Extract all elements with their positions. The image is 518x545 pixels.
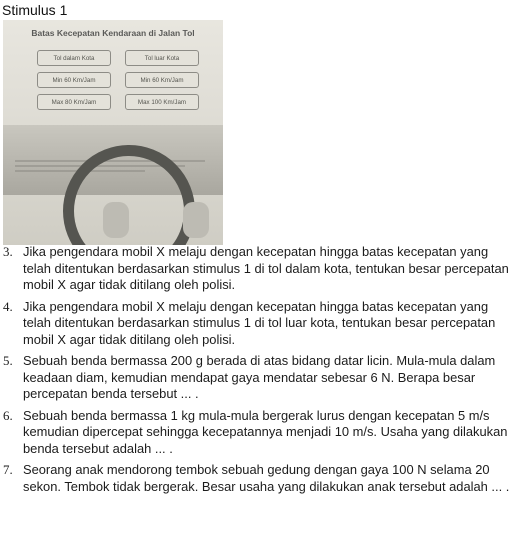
question-4 (0, 299, 518, 349)
question-number: 3. (3, 245, 13, 259)
question-text: Seorang anak mendorong tembok sebuah gedung dengan gaya 100 N selama 20 sekon. Tembok tidak bergerak. Besar usaha yang dilakukan anak tersebut adalah ... . (23, 462, 510, 494)
sign-row (37, 94, 199, 110)
right-hand-illustration (183, 202, 209, 238)
sign-row (37, 50, 199, 66)
question-text: Sebuah benda bermassa 200 g berada di atas bidang datar licin. Mula-mula dalam keadaan diam, kemudian mendapat gaya mendatar sebesar 6 N. Berapa besar percepatan benda tersebut ... . (23, 353, 496, 401)
question-number: 4. (3, 299, 13, 314)
question-5 (0, 353, 518, 403)
sign-row (37, 72, 199, 88)
left-hand-illustration (103, 202, 129, 238)
question-7 (0, 462, 518, 495)
question-number: 6. (3, 408, 13, 423)
stimulus-image (3, 20, 223, 245)
sign-min-outer: Min 60 Km/Jam (125, 72, 199, 88)
sign-max-inner: Max 80 Km/Jam (37, 94, 111, 110)
question-text: Jika pengendara mobil X melaju dengan kecepatan hingga batas kecepatan yang telah ditentukan berdasarkan stimulus 1 di tol dalam kota, tentukan besar percepatan mobil X agar tidak ditilang oleh polisi. (23, 244, 509, 292)
question-number: 5. (3, 354, 13, 368)
sign-inner-city: Tol dalam Kota (37, 50, 111, 66)
stimulus-label: Stimulus 1 (2, 2, 68, 18)
speed-limit-signs (37, 50, 199, 116)
question-number: 7. (3, 463, 13, 477)
question-6 (0, 408, 518, 458)
sign-outer-city: Tol luar Kota (125, 50, 199, 66)
sign-min-inner: Min 60 Km/Jam (37, 72, 111, 88)
question-text: Jika pengendara mobil X melaju dengan kecepatan hingga batas kecepatan yang telah ditentukan berdasarkan stimulus 1 di tol luar kota, tentukan besar percepatan mobil X agar tidak ditilang oleh polisi. (23, 298, 496, 347)
sign-max-outer: Max 100 Km/Jam (125, 94, 199, 110)
image-title: Batas Kecepatan Kendaraan di Jalan Tol (31, 28, 195, 38)
question-3 (0, 244, 518, 294)
question-text: Sebuah benda bermassa 1 kg mula-mula bergerak lurus dengan kecepatan 5 m/s kemudian dipercepat sehingga kecepatannya menjadi 10 m/s. Usaha yang dilakukan benda tersebut adalah ... . (23, 407, 508, 456)
question-list (0, 244, 518, 500)
